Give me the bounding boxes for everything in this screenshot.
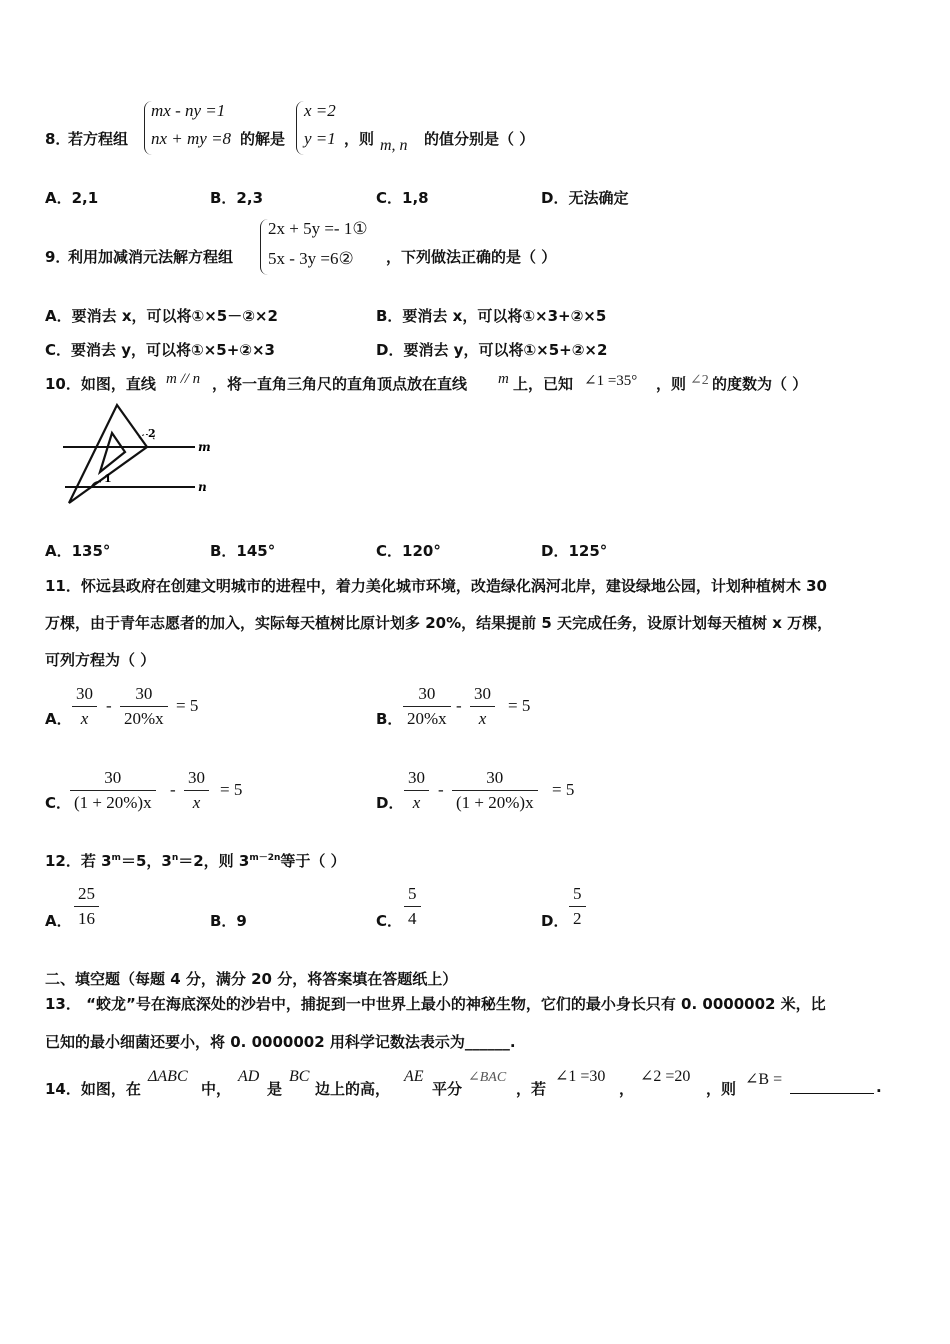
q10-text-b: ，将一直角三角尺的直角顶点放在直线 (212, 375, 468, 393)
q14-a: 14．如图，在 (45, 1080, 141, 1098)
q8-then: ，则 (344, 130, 375, 148)
q12-option-b[interactable]: B．9 (210, 912, 247, 930)
label-1: 1 (104, 472, 112, 485)
q11-c-num1: 30 (104, 768, 122, 787)
q11-a-den2: 20%x (124, 709, 164, 728)
q8-eq2: nx + my =8 (151, 129, 232, 148)
q11-c-rhs: = 5 (220, 780, 243, 799)
q10-option-a[interactable]: A．135° (45, 542, 111, 560)
q8-sol2: y =1 (304, 129, 336, 148)
q8-mid: 的解是 (240, 130, 286, 148)
q9-lead: 利用加减消元法解方程组 (68, 248, 234, 266)
q12-a-num: 25 (78, 884, 95, 903)
q8-option-a[interactable]: A．2,1 (45, 189, 99, 207)
label-n: n (198, 480, 207, 494)
q11-a-den1: x (80, 709, 89, 728)
q11-d-den1: x (412, 793, 421, 812)
q8-eq1: mx - ny =1 (151, 101, 226, 120)
q14-answer-blank[interactable] (790, 1092, 874, 1094)
q11-a-num1: 30 (76, 684, 93, 703)
q10-angle2: ∠2 (690, 373, 709, 388)
q11-d-minus: - (438, 780, 444, 799)
q14-c: 是 (267, 1080, 283, 1098)
q12-c-num: 5 (408, 884, 417, 903)
q12-option-d[interactable]: D． (541, 912, 569, 930)
q13-line2: 已知的最小细菌还要小，将 0. 0000002 用科学记数法表示为______. (45, 1033, 516, 1051)
q10-text-a: 10．如图，直线 (45, 375, 156, 393)
q12-sup-n: n (171, 853, 179, 863)
q11-line1: 11．怀远县政府在创建文明城市的进程中，着力美化城市环境，改造绿化涡河北岸，建设绿地公园，计划种植树木 30 (45, 577, 827, 595)
q12-a-frac (74, 884, 99, 929)
q10-option-c[interactable]: C．120° (376, 542, 441, 560)
triangle-outer (69, 405, 147, 503)
q12-sup-m: m (111, 853, 121, 863)
q14-g: ， (619, 1080, 635, 1098)
q11-c-frac1 (70, 768, 156, 813)
q9-eq1: 2x + 5y =- 1① (268, 219, 368, 238)
q10-option-b[interactable]: B．145° (210, 542, 276, 560)
q11-a-num2: 30 (135, 684, 153, 703)
q11-b-minus: - (456, 696, 462, 715)
q12-d: 等于（ ） (280, 852, 346, 870)
q14-angle1: ∠1 =30 (555, 1068, 606, 1085)
q9-system-brace (260, 219, 391, 275)
q12-c-den: 4 (408, 909, 417, 928)
q11-b-frac1 (403, 684, 451, 729)
q12-option-a[interactable]: A． (45, 912, 72, 930)
q11-a-rhs: = 5 (176, 696, 199, 715)
q14-ad: AD (238, 1068, 260, 1085)
q12-d-frac (569, 884, 586, 929)
q11-d-den2: (1 + 20%)x (456, 793, 534, 812)
q10-figure (55, 400, 225, 510)
q11-a-frac1 (72, 684, 97, 729)
q9-option-b[interactable]: B．要消去 x，可以将①×3+②×5 (376, 307, 607, 325)
q8-tail: 的值分别是（ ） (424, 130, 535, 148)
q11-c-frac2 (184, 768, 209, 813)
q8-number: 8． (45, 130, 71, 148)
q11-b-rhs: = 5 (508, 696, 531, 715)
q14-abc: ΔABC (148, 1068, 188, 1085)
q12-stem (45, 850, 346, 871)
q12-c: ＝2，则 3 (178, 852, 250, 870)
q14-d: 边上的高， (315, 1080, 391, 1098)
q10-text-e: 的度数为（ ） (712, 375, 808, 393)
q8-option-c[interactable]: C．1,8 (376, 189, 429, 207)
q8-sol1: x =2 (304, 101, 336, 120)
q10-option-d[interactable]: D．125° (541, 542, 608, 560)
section-2-heading: 二、填空题（每题 4 分，满分 20 分，将答案填在答题纸上） (45, 970, 458, 988)
q9-option-c[interactable]: C．要消去 y，可以将①×5+②×3 (45, 341, 275, 359)
label-m: m (198, 440, 211, 454)
q11-option-d[interactable]: D． (376, 794, 404, 812)
q9-option-a[interactable]: A．要消去 x，可以将①×5－②×2 (45, 307, 278, 325)
q11-b-num2: 30 (474, 684, 491, 703)
q8-system-brace (144, 101, 255, 155)
label-2: 2 (148, 427, 156, 440)
q11-b-den1: 20%x (407, 709, 447, 728)
q14-bc: BC (289, 1068, 310, 1085)
q14-e: 平分 (432, 1080, 463, 1098)
q10-text-c: 上，已知 (513, 375, 574, 393)
q11-c-den2: x (192, 793, 201, 812)
q11-b-den2: x (478, 709, 487, 728)
q11-a-frac2 (120, 684, 168, 729)
q14-bac: ∠BAC (468, 1070, 507, 1085)
q10-parallel: m // n (166, 371, 201, 387)
q11-option-a[interactable]: A． (45, 710, 72, 728)
q14-h: ，则 (706, 1080, 737, 1098)
q14-b: 中， (201, 1080, 232, 1098)
q12-c-frac (404, 884, 421, 929)
q13-line1: 13． “蛟龙”号在海底深处的沙岩中，捕捉到一中世界上最小的神秘生物，它们的最小身长只有 0. 0000002 米，比 (45, 995, 826, 1013)
q9-option-d[interactable]: D．要消去 y，可以将①×5+②×2 (376, 341, 608, 359)
q10-m: m (498, 371, 509, 387)
q8-option-d[interactable]: D．无法确定 (541, 189, 629, 207)
q10-angle1: ∠1 =35° (584, 373, 638, 389)
q11-c-den1: (1 + 20%)x (74, 793, 152, 812)
q14-ae: AE (404, 1068, 424, 1085)
q11-b-num1: 30 (418, 684, 436, 703)
q11-line2: 万棵，由于青年志愿者的加入，实际每天植树比原计划多 20%，结果提前 5 天完成任务，设原计划每天植树 x 万棵， (45, 614, 833, 632)
q11-c-num2: 30 (188, 768, 205, 787)
q11-line3: 可列方程为（ ） (45, 651, 156, 669)
q14-end: . (876, 1078, 882, 1096)
q12-d-den: 2 (573, 909, 582, 928)
q9-eq2: 5x - 3y =6② (268, 249, 354, 268)
q8-vars: m, n (380, 137, 408, 154)
q12-a: 12．若 3 (45, 852, 112, 870)
q11-d-num2: 30 (486, 768, 504, 787)
q11-b-frac2 (470, 684, 495, 729)
q12-a-den: 16 (78, 909, 95, 928)
q11-d-frac2 (452, 768, 538, 813)
q8-option-b[interactable]: B．2,3 (210, 189, 264, 207)
q9-tail: ，下列做法正确的是（ ） (386, 248, 557, 266)
q8-lead: 若方程组 (68, 130, 129, 148)
q9-number: 9． (45, 248, 71, 266)
q11-d-frac1 (404, 768, 429, 813)
q10-text-d: ，则 (656, 375, 687, 393)
q11-c-minus: - (170, 780, 176, 799)
q12-b: ＝5，3 (120, 852, 172, 870)
q12-d-num: 5 (573, 884, 582, 903)
q11-a-minus: - (106, 696, 112, 715)
q11-option-b[interactable]: B． (376, 710, 403, 728)
q14-angle2: ∠2 =20 (640, 1068, 691, 1085)
q14-angle-b: ∠B = (745, 1071, 783, 1088)
q12-option-c[interactable]: C． (376, 912, 403, 930)
q11-option-c[interactable]: C． (45, 794, 72, 812)
q14-f: ，若 (516, 1080, 547, 1098)
q11-d-num1: 30 (408, 768, 425, 787)
q12-sup-m2n: m－2n (249, 853, 281, 863)
q11-d-rhs: = 5 (552, 780, 575, 799)
